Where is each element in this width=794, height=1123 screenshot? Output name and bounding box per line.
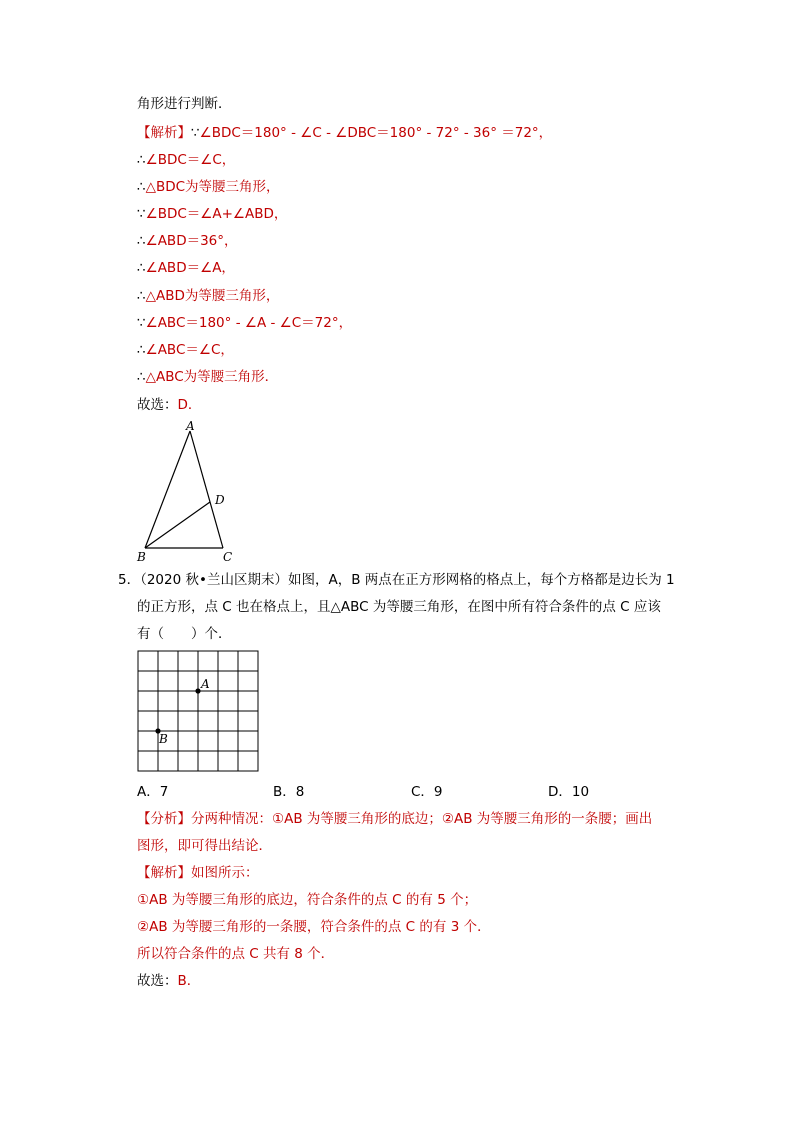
question-5-line-1: 5．（2020 秋•兰山区期末）如图，A，B 两点在正方形网格的格点上，每个方格都是边长为 1 xyxy=(118,572,675,588)
solution-2-intro: 【解析】如图所示： xyxy=(137,865,259,881)
analysis-tag: 【分析】 xyxy=(137,811,191,827)
solution-2-answer: 故选：B． xyxy=(137,973,201,989)
option-d: D．10 xyxy=(548,784,590,800)
point-a xyxy=(195,688,200,693)
grid-figure xyxy=(137,650,261,774)
solution-2-line-1: ①AB 为等腰三角形的底边，符合条件的点 C 的有 5 个； xyxy=(137,892,478,908)
solution-1-line-9: ∴∠ABC＝∠C， xyxy=(137,342,234,358)
grid-label-a: A xyxy=(201,677,210,691)
solution-1-answer: 故选：D． xyxy=(137,397,202,413)
continued-text: 角形进行判断． xyxy=(137,96,232,112)
analysis-line-1: 【分析】分两种情况：①AB 为等腰三角形的底边；②AB 为等腰三角形的一条腰；画出 xyxy=(137,811,653,827)
option-a: A．7 xyxy=(137,784,169,800)
solution-1-line-2: ∴∠BDC＝∠C， xyxy=(137,152,236,168)
solution-tag: 【解析】 xyxy=(137,125,191,141)
solution-1-line-4: ∵∠BDC＝∠A+∠ABD， xyxy=(137,206,288,222)
question-5-line-2: 的正方形，点 C 也在格点上，且△ABC 为等腰三角形，在图中所有符合条件的点 C 应该 xyxy=(137,599,661,615)
solution-1-line-3: ∴△BDC为等腰三角形， xyxy=(137,179,280,195)
analysis-line-2: 图形，即可得出结论． xyxy=(137,838,272,854)
solution-1-line-5: ∴∠ABD＝36°， xyxy=(137,233,238,249)
option-b: B．8 xyxy=(273,784,305,800)
vertex-label-b: B xyxy=(137,550,146,564)
grid-label-b: B xyxy=(159,732,168,746)
segment-bd xyxy=(145,502,210,548)
solution-2-line-3: 所以符合条件的点 C 共有 8 个． xyxy=(137,946,335,962)
solution-1-line-6: ∴∠ABD＝∠A， xyxy=(137,260,235,276)
vertex-label-c: C xyxy=(223,550,233,564)
side-ab xyxy=(145,431,190,548)
solution-1-line-7: ∴△ABD为等腰三角形， xyxy=(137,288,280,304)
vertex-label-a: A xyxy=(186,419,195,433)
option-c: C．9 xyxy=(411,784,443,800)
solution-1-line-10: ∴△ABC为等腰三角形． xyxy=(137,369,279,385)
solution-1-line-8: ∵∠ABC＝180° - ∠A - ∠C＝72°， xyxy=(137,315,353,331)
side-ac xyxy=(190,431,223,548)
solution-1-line-1: 【解析】∵∠BDC＝180° - ∠C - ∠DBC＝180° - 72° - 36° ＝72°， xyxy=(137,125,553,141)
point-label-d: D xyxy=(215,493,225,507)
solution-body: ∠BDC＝180° - ∠C - ∠DBC＝180° - 72° - 36° ＝72°， xyxy=(199,125,553,141)
question-number: 5． xyxy=(118,572,141,588)
solution-2-line-2: ②AB 为等腰三角形的一条腰，符合条件的点 C 的有 3 个． xyxy=(137,919,491,935)
solution-2-tag: 【解析】 xyxy=(137,865,191,881)
question-5-line-3: 有（ ）个． xyxy=(137,626,232,642)
triangle-figure xyxy=(135,418,245,568)
